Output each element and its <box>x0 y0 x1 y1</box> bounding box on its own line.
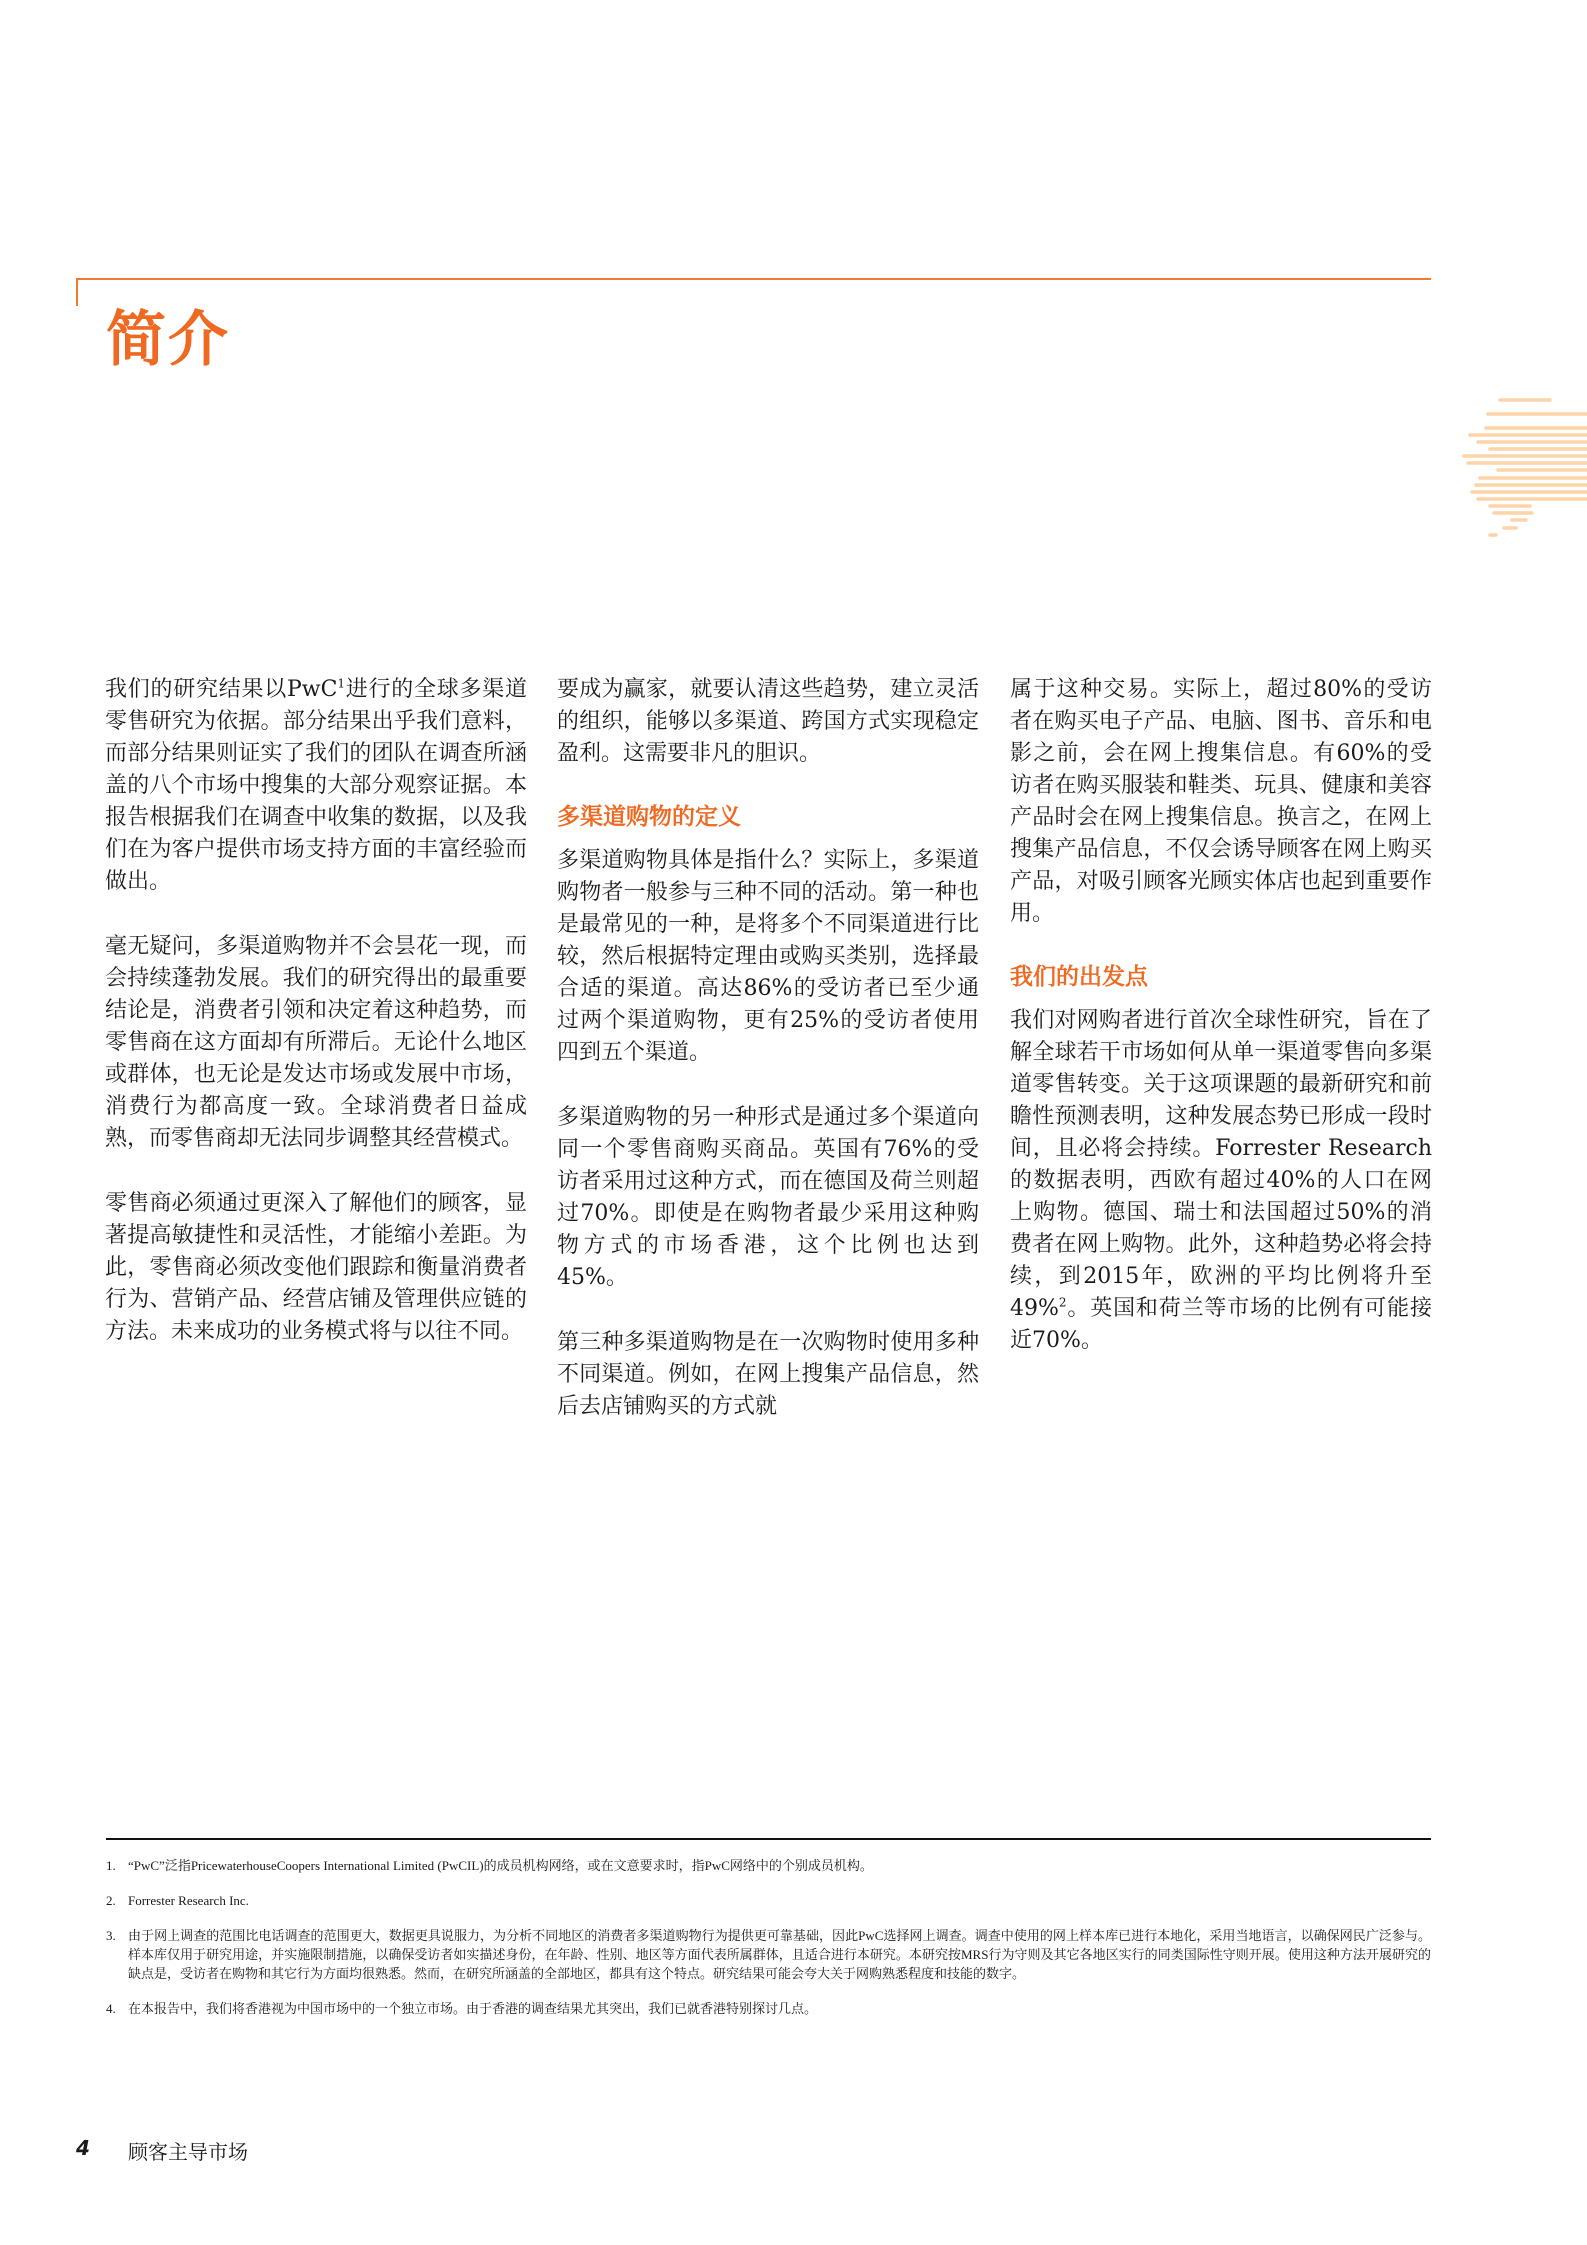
paragraph-text: 。英国和荷兰等市场的比例有可能接近70%。 <box>1010 1296 1432 1353</box>
footnote-number: 2. <box>106 1893 116 1908</box>
paragraph-text: 我们对网购者进行首次全球性研究，旨在了解全球若干市场如何从单一渠道零售向多渠道零售转变。关于这项课题的最新研究和前瞻性预测表明，这种发展态势已形成一段时间，且必将会持续。Forrester Research的数据表明，西欧有超过40%的人口在网上购物。德国、瑞士和法国超过50%的消费者在网上购物。此外，这种趋势必将会持续，到2015年，欧洲的平均比例将升至49% <box>1010 1008 1432 1321</box>
paragraph: 多渠道购物的另一种形式是通过多个渠道向同一个零售商购买商品。英国有76%的受访者采用过这种方式，而在德国及荷兰则超过70%。即使是在购物者最少采用这种购物方式的市场香港，这个比例也达到45%。 <box>557 1105 979 1290</box>
decorative-stripes-graphic <box>1440 392 1587 542</box>
footnote-ref-1[interactable]: 1 <box>337 676 346 691</box>
footnote-3 <box>106 1926 1431 1983</box>
footnote-text: Forrester Research Inc. <box>128 1893 249 1908</box>
footnote-text: 由于网上调查的范围比电话调查的范围更大，数据更具说服力，为分析不同地区的消费者多渠道购物行为提供更可靠基础，因此PwC选择网上调查。调查中使用的网上样本库已进行本地化，采用当地语言，以确保网民广泛参与。样本库仅用于研究用途，并实施限制措施，以确保受访者如实描述身份，在年龄、性别、地区等方面代表所属群体，且适合进行本研究。本研究按MRS行为守则及其它各地区实行的同类国际性守则开展。使用这种方法开展研究的缺点是，受访者在购物和其它行为方面均很熟悉。然而，在研究所涵盖的全部地区，都具有这个特点。研究结果可能会夸大关于网购熟悉程度和技能的数字。 <box>128 1928 1431 1981</box>
paragraph-text: 我们的研究结果以PwC <box>105 677 338 702</box>
paragraph: 毫无疑问，多渠道购物并不会昙花一现，而会持续蓬勃发展。我们的研究得出的最重要结论是，消费者引领和决定着这种趋势，而零售商在这方面却有所滞后。无论什么地区或群体，也无论是发达市场或发展中市场，消费行为都高度一致。全球消费者日益成熟，而零售商却无法同步调整其经营模式。 <box>105 934 527 1151</box>
paragraph: 零售商必须通过更深入了解他们的顾客，显著提高敏捷性和灵活性，才能缩小差距。为此，零售商必须改变他们跟踪和衡量消费者行为、营销产品、经营店铺及管理供应链的方法。未来成功的业务模式将与以往不同。 <box>105 1191 527 1344</box>
footnote-text: 在本报告中，我们将香港视为中国市场中的一个独立市场。由于香港的调查结果尤其突出，我们已就香港特别探讨几点。 <box>128 2001 818 2016</box>
footnotes <box>106 1856 1431 2034</box>
text-column-1 <box>105 674 527 1381</box>
header-rule <box>76 278 1431 280</box>
text-column-2 <box>557 674 979 1456</box>
footnote-divider <box>106 1838 1431 1840</box>
paragraph-text: 进行的全球多渠道零售研究为依据。部分结果出乎我们意料，而部分结果则证实了我们的团队在调查所涵盖的八个市场中搜集的大部分观察证据。本报告根据我们在调查中收集的数据，以及我们在为客户提供市场支持方面的丰富经验而做出。 <box>105 677 527 894</box>
footnote-4 <box>106 1999 1431 2018</box>
paragraph: 要成为赢家，就要认清这些趋势，建立灵活的组织，能够以多渠道、跨国方式实现稳定盈利。这需要非凡的胆识。 <box>557 677 979 766</box>
paragraph <box>1010 1005 1432 1357</box>
section-heading-starting-point: 我们的出发点 <box>1010 963 1148 990</box>
footnote-number: 1. <box>106 1858 116 1873</box>
footer-title: 顾客主导市场 <box>128 2140 248 2164</box>
footnote-1 <box>106 1856 1431 1875</box>
footnote-number: 3. <box>106 1928 116 1943</box>
footnote-text: “PwC”泛指PricewaterhouseCoopers International Limited (PwCIL)的成员机构网络，或在文意要求时，指PwC网络中的个别成员机构。 <box>128 1858 873 1873</box>
page-title: 简介 <box>106 305 230 375</box>
paragraph: 多渠道购物具体是指什么？实际上，多渠道购物者一般参与三种不同的活动。第一种也是最常见的一种，是将多个不同渠道进行比较，然后根据特定理由或购买类别，选择最合适的渠道。高达86%的受访者已至少通过两个渠道购物，更有25%的受访者使用四到五个渠道。 <box>557 848 979 1065</box>
footnote-2 <box>106 1891 1431 1910</box>
page-number: 4 <box>76 2136 90 2160</box>
footnote-number: 4. <box>106 2001 116 2016</box>
paragraph <box>105 674 527 898</box>
footnote-ref-2[interactable]: 2 <box>1058 1295 1067 1310</box>
section-heading-definition: 多渠道购物的定义 <box>557 803 741 830</box>
header-rule-tick <box>76 278 78 306</box>
paragraph: 属于这种交易。实际上，超过80%的受访者在购买电子产品、电脑、图书、音乐和电影之前，会在网上搜集信息。有60%的受访者在购买服装和鞋类、玩具、健康和美容产品时会在网上搜集信息。换言之，在网上搜集产品信息，不仅会诱导顾客在网上购买产品，对吸引顾客光顾实体店也起到重要作用。 <box>1010 677 1432 926</box>
text-column-3 <box>1010 674 1432 1390</box>
paragraph: 第三种多渠道购物是在一次购物时使用多种不同渠道。例如，在网上搜集产品信息，然后去店铺购买的方式就 <box>557 1330 979 1419</box>
